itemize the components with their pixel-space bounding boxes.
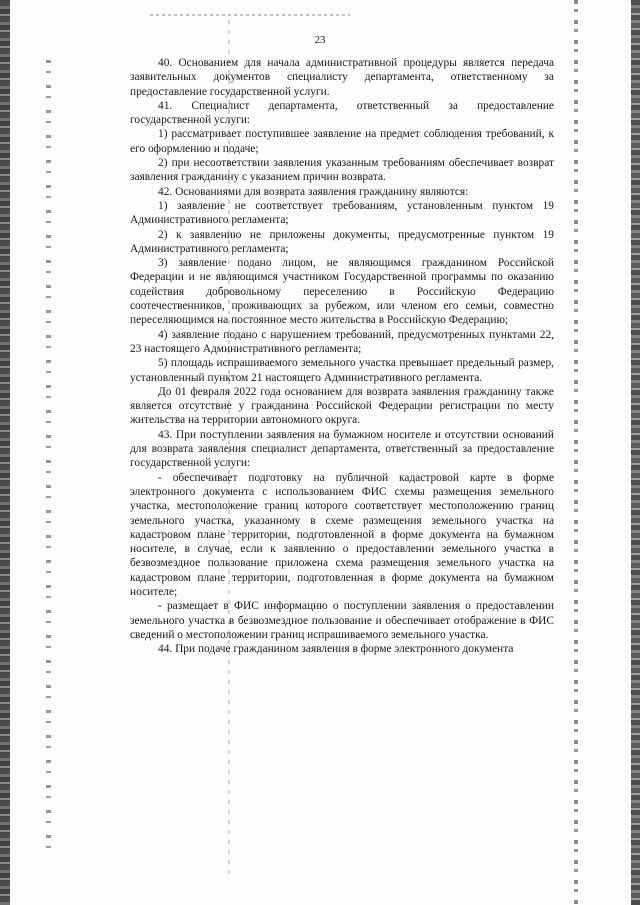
- page-number: 23: [314, 34, 326, 46]
- paragraph: 42. Основаниями для возврата заявления гражданину являются:: [158, 185, 469, 198]
- document-body: [130, 56, 554, 656]
- paragraph: До 01 февраля 2022 года основанием для возврата заявления гражданину также является отсутствие у гражданина Российской Федерации регистрации по месту жительства на территории автономного округа.: [130, 385, 554, 427]
- paragraph: 3) заявление подано лицом, не являющимся гражданином Российской Федерации и не являющимся участником Государственной программы по оказанию содействия добровольному переселению в Российскую Федерацию соотечественников, проживающих за рубежом, или членом его семьи, совместно переселяющимся на постоянное место жительства в Российскую Федерацию;: [130, 257, 554, 327]
- paragraph: - размещает в ФИС информацию о поступлении заявления о предоставлении земельного участка в безвозмездное пользование и обеспечивает отображение в ФИС сведений о местоположении границ испрашиваемого земельного участка.: [130, 600, 554, 641]
- scan-edge-right: [631, 0, 640, 905]
- paragraph: 2) к заявлению не приложены документы, предусмотренные пунктом 19 Административного регламента;: [130, 228, 554, 255]
- paragraph: 1) заявление не соответствует требованиям, установленным пунктом 19 Административного регламента;: [130, 199, 554, 227]
- paragraph: 2) при несоответствии заявления указанным требованиям обеспечивает возврат заявления гражданину с указанием причин возврата.: [130, 157, 554, 184]
- scan-artifact-right: [574, 0, 578, 905]
- paragraph: 1) рассматривает поступившее заявление на предмет соблюдения требований, к его оформлению и подаче;: [130, 128, 554, 155]
- paragraph: 41. Специалист департамента, ответственный за предоставление государственной услуги:: [130, 99, 554, 127]
- paragraph: 4) заявление подано с нарушением требований, предусмотренных пунктами 22, 23 настоящего Административного регламента;: [130, 328, 554, 355]
- paragraph: 44. При подаче гражданином заявления в форме электронного документа: [158, 643, 514, 656]
- paragraph: 40. Основанием для начала административной процедуры является передача заявительных документов специалисту департамента, ответственному за предоставление государственной услуги.: [130, 57, 554, 98]
- paragraph: 43. При поступлении заявления на бумажном носителе и отсутствии оснований для возврата заявления специалист департамента, ответственный за предоставление государственной услуги:: [130, 428, 554, 470]
- scan-artifact-top: [150, 14, 350, 16]
- scan-edge-left: [0, 0, 10, 905]
- paragraph: 5) площадь испрашиваемого земельного участка превышает предельный размер, установленный пунктом 21 настоящего Административного регламента.: [130, 357, 554, 384]
- paragraph: - обеспечивает подготовку на публичной кадастровой карте в форме электронного документа с использованием ФИС схемы размещения земельного участка, местоположение границ которого соответствует местоположению границ земельного участка, указанному в схеме размещения земельного участка на кадастровом плане территории, подготовленной в форме документа на бумажном носителе, в случае, если к заявлению о предоставлении земельного участка в безвозмездное пользование приложена схема размещения земельного участка на кадастровом плане территории, подготовленная в форме документа на бумажном носителе;: [130, 471, 554, 598]
- scan-artifact-left: [46, 60, 51, 860]
